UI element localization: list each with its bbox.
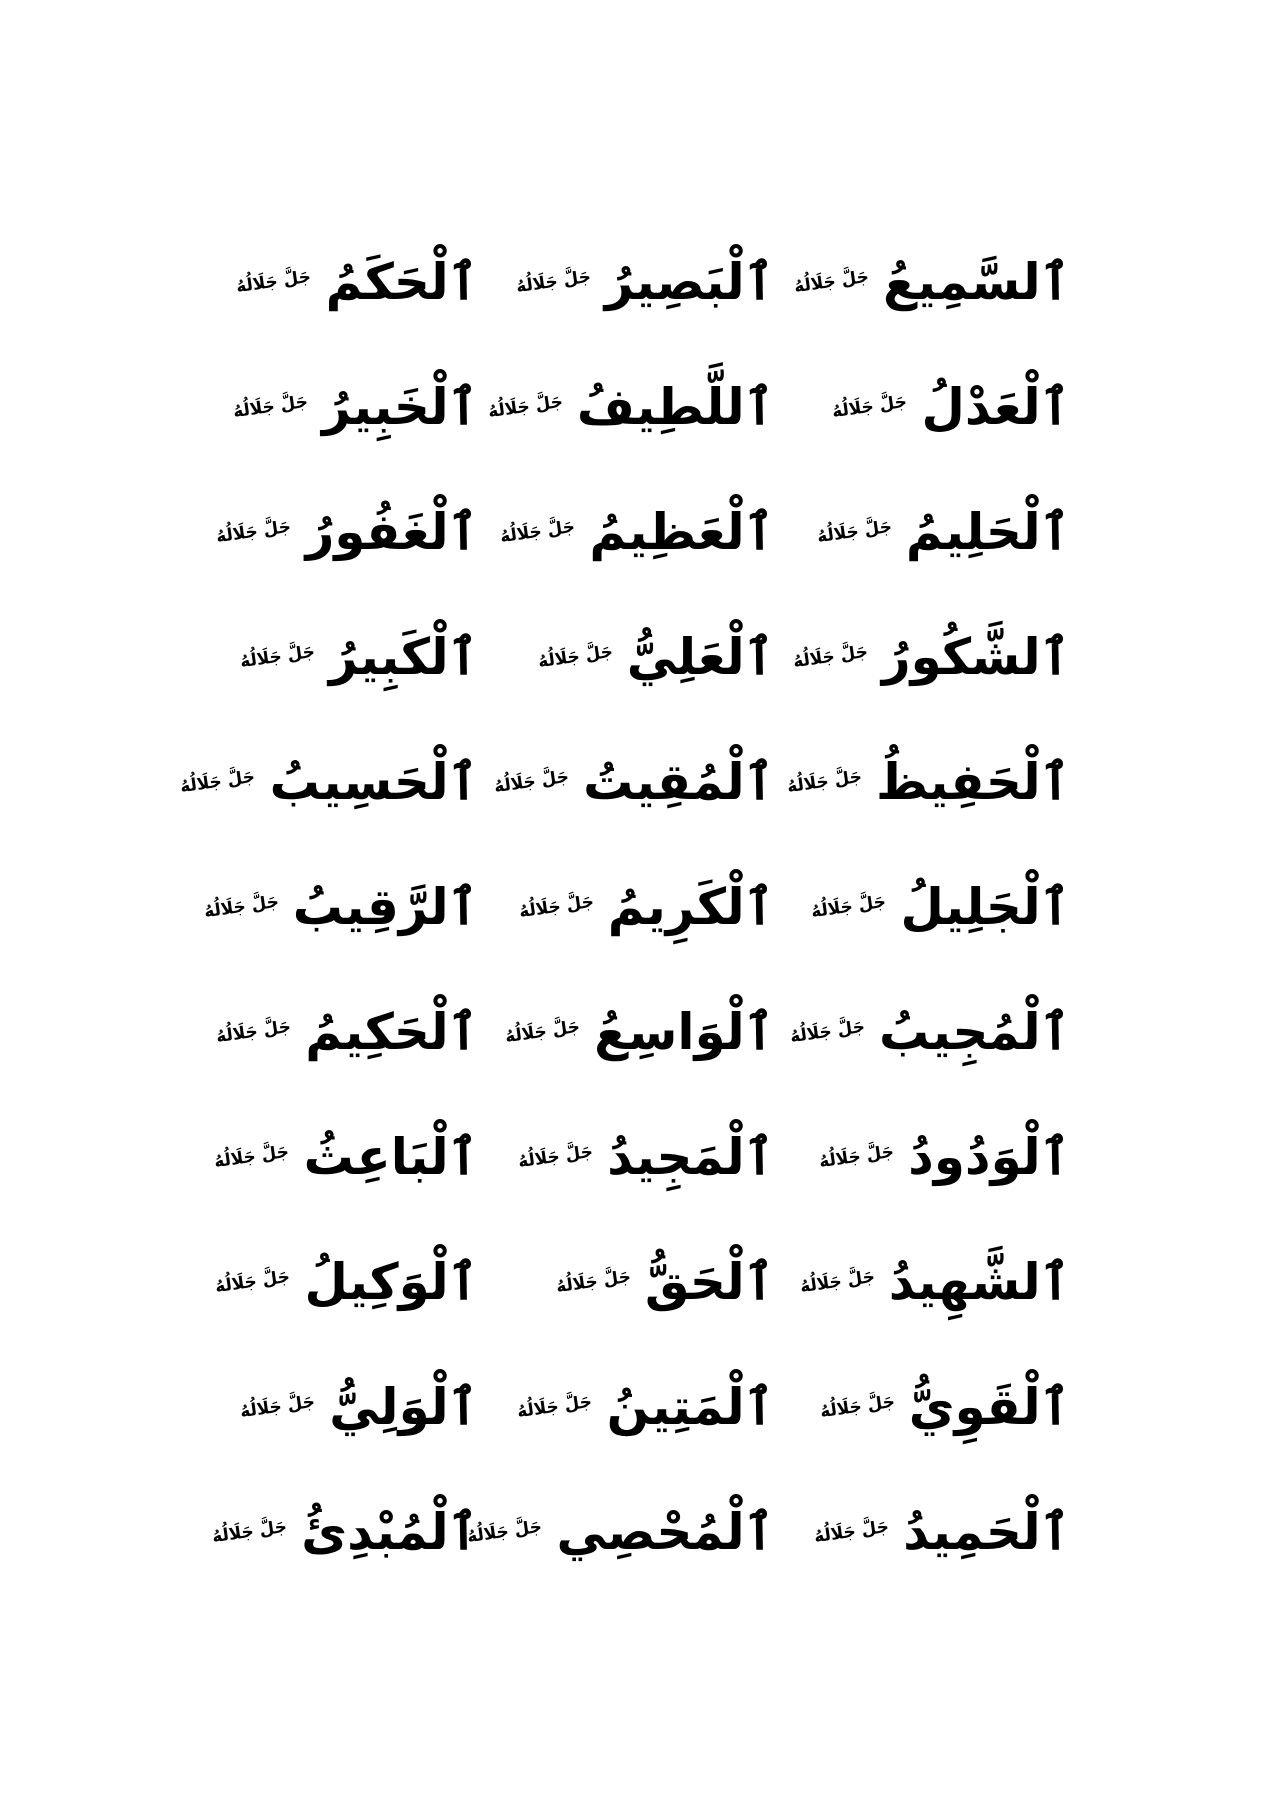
name-cell bbox=[484, 722, 774, 842]
honorific: جَلَّ جَلَالُهُ bbox=[798, 1266, 876, 1297]
honorific: جَلَّ جَلَالُهُ bbox=[788, 1016, 866, 1047]
name-row bbox=[190, 222, 1070, 342]
name-cell bbox=[780, 1347, 1070, 1467]
honorific: جَلَّ جَلَالُهُ bbox=[536, 641, 614, 672]
name-cell bbox=[780, 1472, 1070, 1592]
name-row bbox=[179, 722, 1070, 842]
name-row bbox=[190, 597, 1070, 717]
honorific: جَلَّ جَلَالُهُ bbox=[503, 1016, 582, 1047]
name-cell bbox=[179, 722, 478, 842]
honorific: جَلَّ جَلَالُهُ bbox=[516, 1391, 594, 1422]
name-cell bbox=[188, 972, 478, 1092]
name-cell bbox=[188, 1472, 478, 1592]
name-row bbox=[190, 347, 1070, 467]
divine-name: ٱلْحَفِيظُ bbox=[875, 753, 1070, 811]
names-grid bbox=[179, 222, 1070, 1612]
divine-name: ٱلْحَسِيبُ bbox=[269, 753, 478, 811]
name-cell bbox=[484, 222, 774, 342]
name-cell bbox=[466, 1472, 774, 1592]
divine-name: ٱلْحَلِيمُ bbox=[905, 503, 1070, 561]
divine-name: ٱلْعَدْلُ bbox=[921, 378, 1070, 436]
honorific: جَلَّ جَلَالُهُ bbox=[514, 266, 592, 297]
honorific: جَلَّ جَلَالُهُ bbox=[492, 766, 571, 797]
divine-name: ٱلْمُحْصِي bbox=[556, 1503, 774, 1561]
name-cell bbox=[188, 597, 478, 717]
name-row bbox=[190, 1222, 1070, 1342]
name-cell bbox=[780, 597, 1070, 717]
name-row bbox=[190, 972, 1070, 1092]
divine-name: ٱلْمَتِينُ bbox=[606, 1378, 774, 1436]
name-cell bbox=[188, 847, 478, 967]
divine-name: ٱلْمُبْدِئُ bbox=[301, 1503, 478, 1561]
name-cell bbox=[188, 1222, 478, 1342]
honorific: جَلَّ جَلَالُهُ bbox=[238, 1391, 317, 1422]
divine-name: ٱلْحَكَمُ bbox=[325, 253, 478, 311]
honorific: جَلَّ جَلَالُهُ bbox=[791, 641, 869, 672]
name-cell bbox=[484, 472, 774, 592]
divine-name: ٱلْحَقُّ bbox=[644, 1253, 774, 1311]
name-cell bbox=[780, 722, 1070, 842]
divine-name: ٱلْوَكِيلُ bbox=[304, 1253, 478, 1311]
divine-name: ٱلشَّكُورُ bbox=[881, 628, 1070, 686]
name-cell bbox=[780, 972, 1070, 1092]
name-cell bbox=[484, 972, 774, 1092]
honorific: جَلَّ جَلَالُهُ bbox=[486, 391, 564, 422]
name-cell bbox=[188, 1097, 478, 1217]
divine-name: ٱلْكَرِيمُ bbox=[607, 878, 774, 936]
honorific: جَلَّ جَلَالُهُ bbox=[517, 891, 595, 922]
honorific: جَلَّ جَلَالُهُ bbox=[202, 891, 280, 922]
honorific: جَلَّ جَلَالُهُ bbox=[554, 1266, 632, 1297]
name-cell bbox=[780, 847, 1070, 967]
name-cell bbox=[188, 472, 478, 592]
name-cell bbox=[188, 1347, 478, 1467]
name-row bbox=[190, 1347, 1070, 1467]
honorific: جَلَّ جَلَالُهُ bbox=[818, 1391, 896, 1422]
name-cell bbox=[484, 1097, 774, 1217]
honorific: جَلَّ جَلَالُهُ bbox=[466, 1516, 544, 1547]
divine-name: ٱلْبَاعِثُ bbox=[303, 1128, 478, 1186]
name-cell bbox=[780, 347, 1070, 467]
honorific: جَلَّ جَلَالُهُ bbox=[792, 266, 870, 297]
name-cell bbox=[780, 222, 1070, 342]
divine-name: ٱللَّطِيفُ bbox=[576, 378, 774, 436]
name-cell bbox=[484, 347, 774, 467]
name-cell bbox=[484, 597, 774, 717]
divine-name: ٱلْمَجِيدُ bbox=[607, 1128, 774, 1186]
honorific: جَلَّ جَلَالُهُ bbox=[817, 1141, 896, 1172]
name-cell bbox=[780, 472, 1070, 592]
honorific: جَلَّ جَلَالُهُ bbox=[516, 1141, 595, 1172]
divine-name: ٱلسَّمِيعُ bbox=[882, 253, 1070, 311]
divine-name: ٱلْوَدُودُ bbox=[908, 1128, 1070, 1186]
honorific: جَلَّ جَلَالُهُ bbox=[831, 391, 909, 422]
divine-name: ٱلْمُقِيتُ bbox=[583, 753, 774, 811]
divine-name: ٱلْعَظِيمُ bbox=[589, 503, 774, 561]
honorific: جَلَّ جَلَالُهُ bbox=[499, 516, 577, 547]
name-cell bbox=[484, 847, 774, 967]
divine-name: ٱلرَّقِيبُ bbox=[292, 878, 478, 936]
divine-name: ٱلْحَمِيدُ bbox=[903, 1503, 1070, 1561]
divine-name: ٱلْكَبِيرُ bbox=[328, 628, 478, 686]
divine-name: ٱلْبَصِيرُ bbox=[604, 253, 774, 311]
name-cell bbox=[484, 1347, 774, 1467]
honorific: جَلَّ جَلَالُهُ bbox=[815, 516, 893, 547]
divine-name: ٱلْجَلِيلُ bbox=[900, 878, 1070, 936]
honorific: جَلَّ جَلَالُهُ bbox=[785, 766, 863, 797]
divine-name: ٱلْمُجِيبُ bbox=[879, 1003, 1070, 1061]
divine-name: ٱلْقَوِيُّ bbox=[908, 1378, 1070, 1436]
honorific: جَلَّ جَلَالُهُ bbox=[215, 516, 293, 547]
honorific: جَلَّ جَلَالُهُ bbox=[210, 1516, 289, 1547]
divine-name: ٱلشَّهِيدُ bbox=[888, 1253, 1070, 1311]
honorific: جَلَّ جَلَالُهُ bbox=[238, 641, 316, 672]
divine-name: ٱلْعَلِيُّ bbox=[626, 628, 774, 686]
divine-name: ٱلْحَكِيمُ bbox=[305, 1003, 478, 1061]
honorific: جَلَّ جَلَالُهُ bbox=[179, 766, 257, 797]
honorific: جَلَّ جَلَالُهُ bbox=[214, 1266, 292, 1297]
name-row bbox=[190, 1097, 1070, 1217]
honorific: جَلَّ جَلَالُهُ bbox=[812, 1516, 891, 1547]
honorific: جَلَّ جَلَالُهُ bbox=[231, 391, 309, 422]
honorific: جَلَّ جَلَالُهُ bbox=[214, 1016, 293, 1047]
name-cell bbox=[188, 222, 478, 342]
honorific: جَلَّ جَلَالُهُ bbox=[810, 891, 888, 922]
name-row bbox=[190, 1472, 1070, 1592]
name-cell bbox=[780, 1222, 1070, 1342]
divine-name: ٱلْخَبِيرُ bbox=[321, 378, 478, 436]
name-row bbox=[190, 472, 1070, 592]
name-cell bbox=[188, 347, 478, 467]
name-cell bbox=[780, 1097, 1070, 1217]
honorific: جَلَّ جَلَالُهُ bbox=[235, 266, 313, 297]
divine-name: ٱلْوَاسِعُ bbox=[594, 1003, 774, 1061]
divine-name: ٱلْوَلِيُّ bbox=[329, 1378, 478, 1436]
divine-name: ٱلْغَفُورُ bbox=[305, 503, 478, 561]
name-row bbox=[190, 847, 1070, 967]
honorific: جَلَّ جَلَالُهُ bbox=[213, 1141, 291, 1172]
name-cell bbox=[484, 1222, 774, 1342]
